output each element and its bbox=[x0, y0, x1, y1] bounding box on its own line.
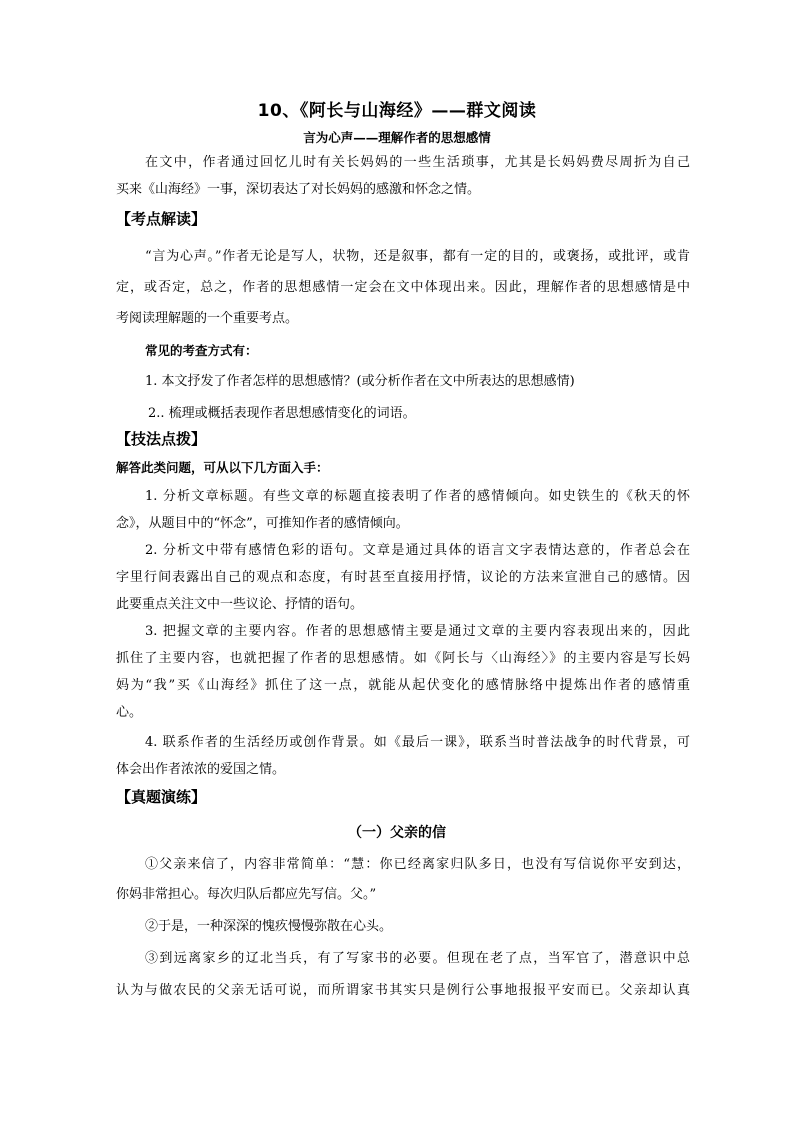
way-item: 2.. 梳理或概括表现作者思想感情变化的词语。 bbox=[148, 406, 416, 421]
section-heading-zhenti: 【真题演练】 bbox=[116, 788, 207, 806]
jifa-item-line: 4. 联系作者的生活经历或创作背景。如《最后一课》，联系当时普法战争的时代背景，可 bbox=[145, 735, 690, 750]
kaodian-line: 定，或否定，总之，作者的思想感情一定会在文中体现出来。因此，理解作者的思想感情是中 bbox=[116, 280, 690, 295]
kaodian-line: 考阅读理解题的一个重要考点。 bbox=[116, 311, 299, 326]
jifa-item-line: 此要重点关注文中一些议论、抒情的语句。 bbox=[116, 597, 364, 612]
jifa-item-line: 1. 分析文章标题。有些文章的标题直接表明了作者的感情倾向。如史铁生的《秋天的怀 bbox=[145, 489, 690, 504]
passage-title: （一）父亲的信 bbox=[348, 825, 446, 841]
passage-line: ②于是，一种深深的愧疚慢慢弥散在心头。 bbox=[145, 919, 393, 934]
section-heading-jifa: 【技法点拨】 bbox=[116, 430, 207, 448]
kaodian-line: “言为心声。”作者无论是写人，状物，还是叙事，都有一定的目的，或褒扬，或批评，或肯 bbox=[145, 249, 690, 264]
jifa-item-line: 抓住了主要内容，也就把握了作者的思想感情。如《阿长与〈山海经〉》的主要内容是写长妈 bbox=[116, 651, 690, 666]
jifa-item-line: 3. 把握文章的主要内容。作者的思想感情主要是通过文章的主要内容表现出来的，因此 bbox=[145, 624, 690, 639]
jifa-item-line: 念》，从题目中的“怀念”，可推知作者的感情倾向。 bbox=[116, 516, 409, 531]
intro-line: 买来《山海经》一事，深切表达了对长妈妈的感激和怀念之情。 bbox=[116, 182, 481, 197]
intro-line: 在文中，作者通过回忆儿时有关长妈妈的一些生活琐事，尤其是长妈妈费尽周折为自己 bbox=[145, 155, 690, 170]
way-item: 1. 本文抒发了作者怎样的思想感情？(或分析作者在文中所表达的思想感情) bbox=[145, 374, 575, 389]
page-subtitle: 言为心声——理解作者的思想感情 bbox=[303, 130, 491, 145]
jifa-item-line: 体会出作者浓浓的爱国之情。 bbox=[116, 762, 286, 777]
jifa-lead: 解答此类问题，可从以下几方面入手： bbox=[116, 460, 329, 475]
passage-line: ①父亲来信了，内容非常简单：“慧：你已经离家归队多日，也没有写信说你平安到达， bbox=[145, 857, 690, 872]
jifa-item-line: 心。 bbox=[116, 705, 143, 720]
passage-line: 你妈非常担心。每次归队后都应先写信。父。” bbox=[116, 887, 377, 902]
passage-line: ③到远离家乡的辽北当兵，有了写家书的必要。但现在老了点，当军官了，潜意识中总 bbox=[145, 951, 690, 966]
section-heading-kaodian: 【考点解读】 bbox=[116, 210, 207, 228]
passage-line: 认为与做农民的父亲无话可说，而所谓家书其实只是例行公事地报报平安而已。父亲却认真 bbox=[116, 983, 690, 998]
ways-label: 常见的考查方式有： bbox=[145, 343, 258, 358]
jifa-item-line: 妈为“我”买《山海经》抓住了这一点，就能从起伏变化的感情脉络中提炼出作者的感情重 bbox=[116, 678, 690, 693]
page-title: 10、《阿长与山海经》——群文阅读 bbox=[257, 101, 537, 121]
jifa-item-line: 2. 分析文中带有感情色彩的语句。文章是通过具体的语言文字表情达意的，作者总会在 bbox=[145, 543, 690, 558]
jifa-item-line: 字里行间表露出自己的观点和态度，有时甚至直接用抒情，议论的方法来宣泄自己的感情。因 bbox=[116, 570, 690, 585]
